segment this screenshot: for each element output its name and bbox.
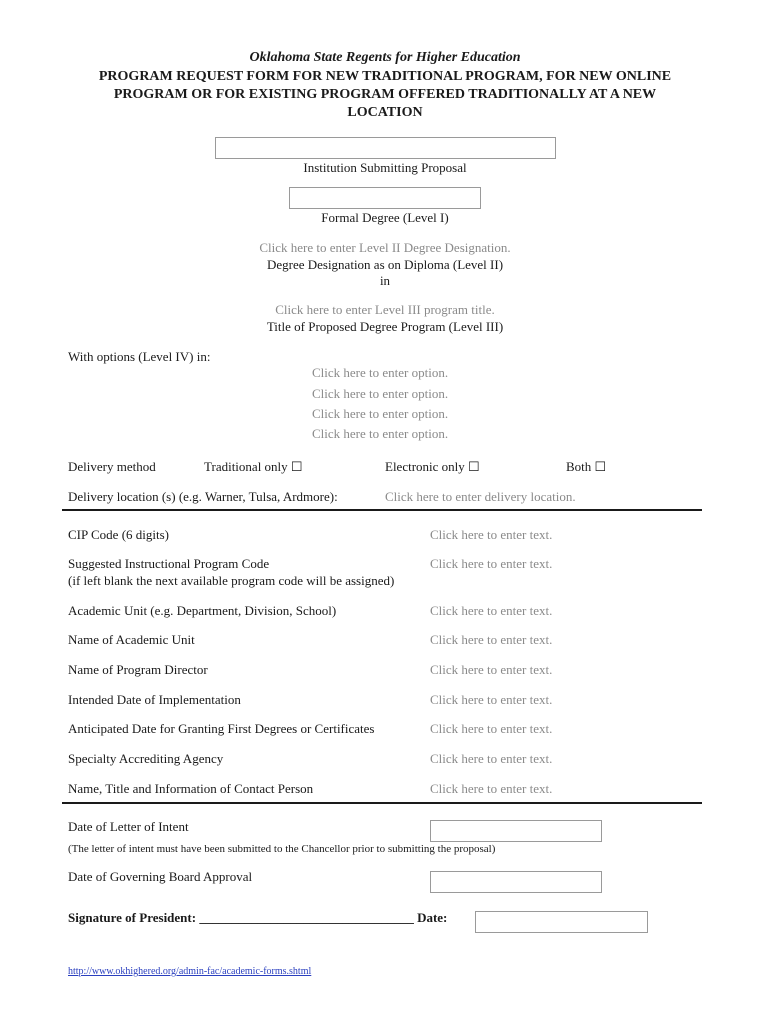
- delivery-method-label: Delivery method: [68, 459, 156, 474]
- program-director-label: Name of Program Director: [68, 662, 208, 677]
- agency-name: Oklahoma State Regents for Higher Education: [249, 50, 521, 65]
- letter-of-intent-date-input[interactable]: [430, 820, 602, 842]
- cip-code-field[interactable]: Click here to enter text.: [430, 527, 553, 542]
- letter-of-intent-note: (The letter of intent must have been submitted to the Chancellor prior to submitting the proposal): [68, 843, 496, 855]
- institution-label: Institution Submitting Proposal: [303, 160, 467, 175]
- option-field-3[interactable]: Click here to enter option.: [312, 406, 449, 421]
- form-title-line-3: LOCATION: [347, 105, 423, 120]
- president-signature-line: Signature of President: _________________________________ Date:: [68, 910, 448, 925]
- option-field-4[interactable]: Click here to enter option.: [312, 426, 449, 441]
- program-code-field[interactable]: Click here to enter text.: [430, 556, 553, 571]
- implementation-date-field[interactable]: Click here to enter text.: [430, 692, 553, 707]
- contact-person-field[interactable]: Click here to enter text.: [430, 781, 553, 796]
- level3-title-field[interactable]: Click here to enter Level III program title.: [275, 302, 495, 317]
- first-degrees-date-field[interactable]: Click here to enter text.: [430, 721, 553, 736]
- electronic-only-checkbox[interactable]: Electronic only ☐: [385, 459, 480, 474]
- board-approval-label: Date of Governing Board Approval: [68, 869, 253, 884]
- delivery-location-field[interactable]: Click here to enter delivery location.: [385, 489, 576, 504]
- program-director-field[interactable]: Click here to enter text.: [430, 662, 553, 677]
- option-field-2[interactable]: Click here to enter option.: [312, 386, 449, 401]
- in-text: in: [379, 273, 391, 288]
- first-degrees-date-label: Anticipated Date for Granting First Degrees or Certificates: [68, 721, 375, 736]
- accrediting-agency-label: Specialty Accrediting Agency: [68, 751, 224, 766]
- formal-degree-label: Formal Degree (Level I): [321, 210, 449, 225]
- formal-degree-input[interactable]: [289, 187, 481, 209]
- program-code-note: (if left blank the next available program code will be assigned): [68, 573, 395, 588]
- level3-label: Title of Proposed Degree Program (Level III): [266, 319, 504, 334]
- options-label: With options (Level IV) in:: [68, 349, 211, 364]
- level2-label: Degree Designation as on Diploma (Level II): [266, 257, 504, 272]
- cip-code-label: CIP Code (6 digits): [68, 527, 169, 542]
- form-title-line-2: PROGRAM OR FOR EXISTING PROGRAM OFFERED TRADITIONALLY AT A NEW: [113, 87, 657, 102]
- implementation-date-label: Intended Date of Implementation: [68, 692, 241, 707]
- section-divider-top: [62, 509, 702, 511]
- form-title-line-1: PROGRAM REQUEST FORM FOR NEW TRADITIONAL PROGRAM, FOR NEW ONLINE: [98, 69, 672, 84]
- board-approval-date-input[interactable]: [430, 871, 602, 893]
- both-checkbox[interactable]: Both ☐: [566, 459, 607, 474]
- section-divider-bottom: [62, 802, 702, 804]
- academic-unit-field[interactable]: Click here to enter text.: [430, 603, 553, 618]
- program-code-label: Suggested Instructional Program Code: [68, 556, 270, 571]
- signature-date-input[interactable]: [475, 911, 648, 933]
- academic-unit-name-field[interactable]: Click here to enter text.: [430, 632, 553, 647]
- letter-of-intent-label: Date of Letter of Intent: [68, 819, 189, 834]
- level2-degree-field[interactable]: Click here to enter Level II Degree Designation.: [259, 240, 511, 255]
- contact-person-label: Name, Title and Information of Contact Person: [68, 781, 314, 796]
- option-field-1[interactable]: Click here to enter option.: [312, 365, 449, 380]
- accrediting-agency-field[interactable]: Click here to enter text.: [430, 751, 553, 766]
- academic-unit-label: Academic Unit (e.g. Department, Division, School): [68, 603, 337, 618]
- institution-input[interactable]: [215, 137, 556, 159]
- delivery-location-label: Delivery location (s) (e.g. Warner, Tulsa, Ardmore):: [68, 489, 338, 504]
- footer-link[interactable]: http://www.okhighered.org/admin-fac/academic-forms.shtml: [68, 966, 312, 977]
- traditional-only-checkbox[interactable]: Traditional only ☐: [204, 459, 303, 474]
- academic-unit-name-label: Name of Academic Unit: [68, 632, 195, 647]
